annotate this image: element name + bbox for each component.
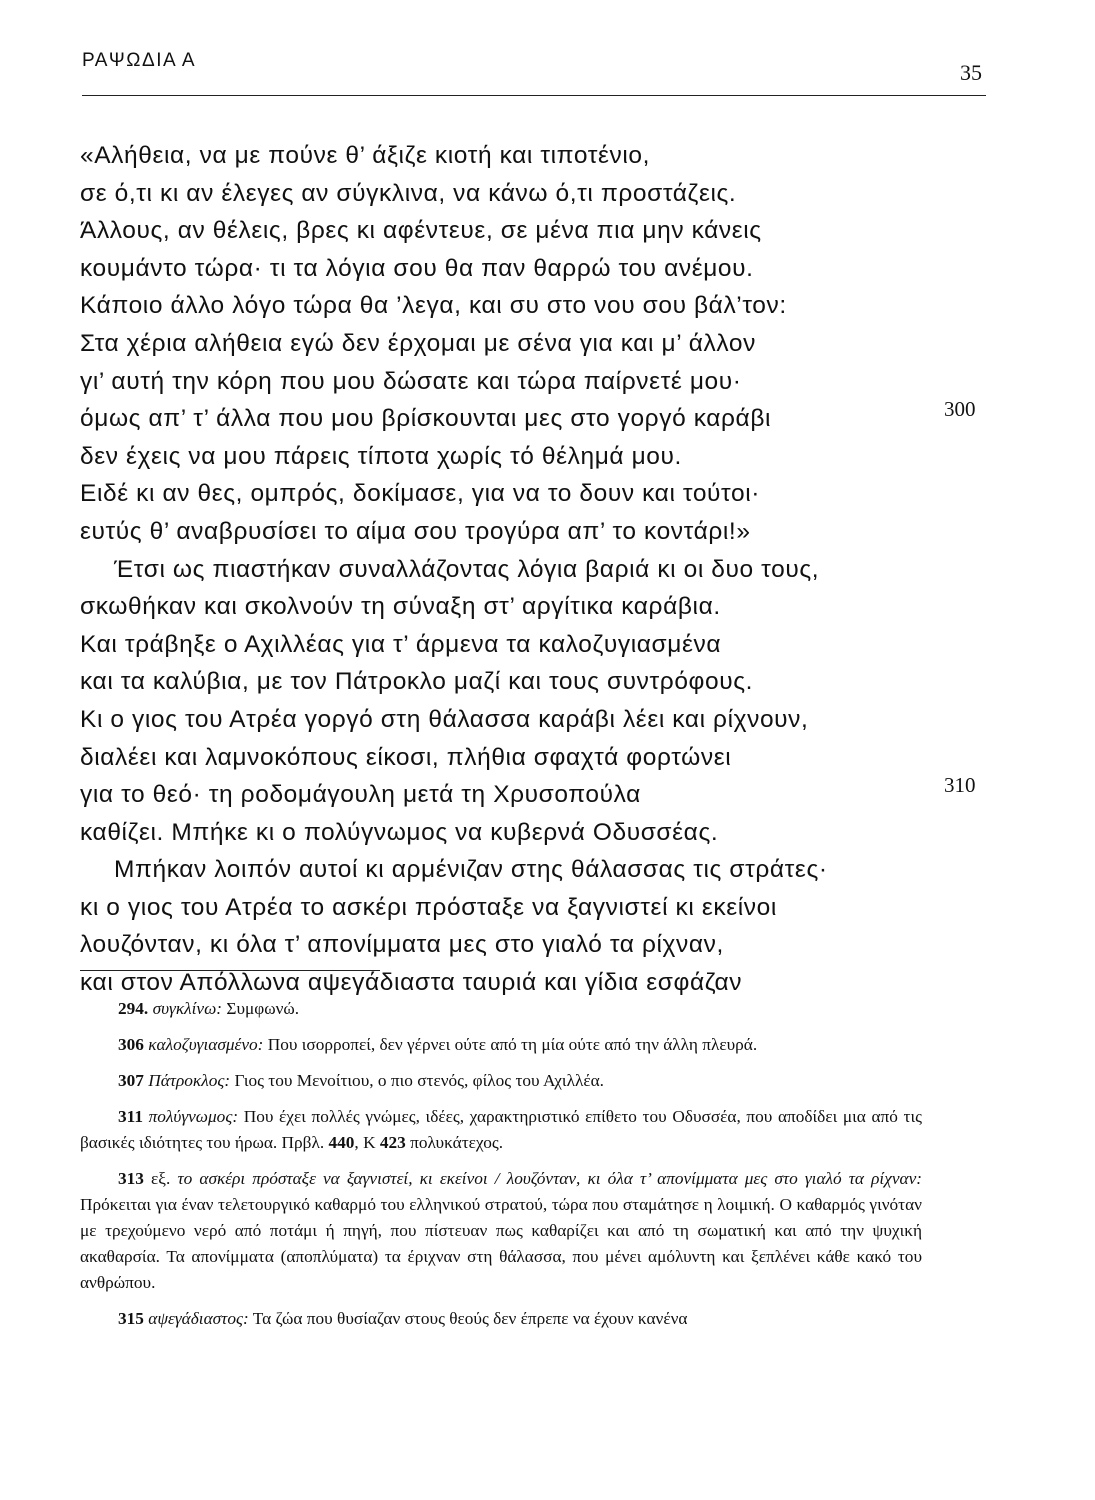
footnote-rule bbox=[80, 970, 380, 971]
verse-line: σκωθήκαν και σκολνούν τη σύναξη στ’ αργίτικα καράβια. bbox=[80, 593, 721, 621]
footnote-text: Που έχει πολλές γνώμες, ιδέες, χαρακτηριστικό επίθετο του Οδυσσέα, που αποδίδει μια από τις βασικές ιδιότητες του ήρωα. Πρβλ. bbox=[80, 1107, 922, 1152]
footnote-term: το ασκέρι πρόσταξε να ξαγνιστεί, κι εκείνοι / λουζόνταν, κι όλα τ’ απονίμματα μες στο γιαλό τα ρίχναν: bbox=[177, 1169, 922, 1188]
footnote-term: καλοζυγιασμένο: bbox=[148, 1035, 264, 1054]
footnote-311 bbox=[80, 1104, 922, 1156]
verse-line: Μπήκαν λοιπόν αυτοί κι αρμένιζαν στης θάλασσας τις στράτες· bbox=[114, 856, 828, 884]
verse-line: Κι ο γιος του Ατρέα γοργό στη θάλασσα καράβι λέει και ρίχνουν, bbox=[80, 705, 809, 733]
footnote-313 bbox=[80, 1166, 922, 1296]
verse-line: διαλέει και λαμνοκόπους είκοσι, πλήθια σφαχτά φορτώνει bbox=[80, 743, 732, 771]
footnote-315 bbox=[80, 1306, 922, 1332]
verse-line: «Αλήθεια, να με πούνε θ’ άξιζε κιοτή και τιποτένιο, bbox=[80, 142, 651, 169]
verse-line: Άλλους, αν θέλεις, βρες κι αφέντευε, σε μένα πια μην κάνεις bbox=[80, 217, 762, 245]
verse-line: Και τράβηξε ο Αχιλλέας για τ’ άρμενα τα καλοζυγιασμένα bbox=[80, 630, 722, 658]
verse-line: κι ο γιος του Ατρέα το ασκέρι πρόσταξε να ξαγνιστεί κι εκείνοι bbox=[80, 893, 777, 921]
verse-line: ευτύς θ’ αναβρυσίσει το αίμα σου τρογύρα απ’ το κοντάρι!» bbox=[80, 517, 751, 545]
verse-line: λουζόνταν, κι όλα τ’ απονίμματα μες στο γιαλό τα ρίχναν, bbox=[80, 931, 724, 959]
verse-line: για το θεό· τη ροδομάγουλη μετά τη Χρυσοπούλα bbox=[80, 781, 641, 809]
running-head: ΡΑΨΩΔΙΑ Α bbox=[82, 50, 197, 71]
footnote-number: 311 bbox=[118, 1107, 143, 1126]
footnote-text: , Κ bbox=[354, 1133, 376, 1152]
footnote-text: πολυκάτεχος. bbox=[410, 1133, 504, 1152]
verse-line: και τα καλύβια, με τον Πάτροκλο μαζί και τους συντρόφους. bbox=[80, 668, 754, 696]
verse-line: Ειδέ κι αν θες, ομπρός, δοκίμασε, για να το δουν και τούτοι· bbox=[80, 480, 761, 508]
footnote-number: 315 bbox=[118, 1309, 144, 1328]
line-number-310: 310 bbox=[944, 773, 976, 797]
footnote-number: 313 bbox=[118, 1169, 144, 1188]
footnote-294 bbox=[80, 996, 922, 1022]
verse-line: καθίζει. Μπήκε κι ο πολύγνωμος να κυβερνά Οδυσσέας. bbox=[80, 818, 719, 846]
poem-text bbox=[80, 137, 910, 1002]
footnote-307 bbox=[80, 1068, 922, 1094]
page-number: 35 bbox=[960, 60, 982, 85]
verse-line: Έτσι ως πιαστήκαν συναλλάζοντας λόγια βαριά κι οι δυο τους, bbox=[114, 555, 820, 583]
verse-line: γι’ αυτή την κόρη που μου δώσατε και τώρα παίρνετέ μου· bbox=[80, 367, 742, 395]
page-header bbox=[82, 44, 986, 92]
verse-line: Κάποιο άλλο λόγο τώρα θα ’λεγα, και συ στο νου σου βάλ’τον: bbox=[80, 292, 787, 320]
verse-line: όμως απ’ τ’ άλλα που μου βρίσκουνται μες στο γοργό καράβι bbox=[80, 405, 772, 433]
footnote-text: Τα ζώα που θυσίαζαν στους θεούς δεν έπρεπε να έχουν κανένα bbox=[252, 1309, 688, 1328]
footnote-number: 307 bbox=[118, 1071, 144, 1090]
verse-line: Στα χέρια αλήθεια εγώ δεν έρχομαι με σένα για και μ’ άλλον bbox=[80, 329, 756, 357]
footnote-reference: 440 bbox=[328, 1133, 355, 1152]
footnote-term: συγκλίνω: bbox=[152, 999, 223, 1018]
footnotes bbox=[80, 996, 922, 1342]
footnote-text: Πρόκειται για έναν τελετουργικό καθαρμό του ελληνικού στρατού, τώρα που σταμάτησε η λοιμική. Ο καθαρμός γινόταν με τρεχούμενο νερό από ποτάμι ή πηγή, που πίστευαν πως καθαρίζει και από τη σωματική και από την ψυχική ακαθαρσία. Τα απονίμματα (αποπλύματα) τα έριχναν στη θάλασσα, που μένει αμόλυντη και ξεπλένει κάθε κακό του ανθρώπου. bbox=[80, 1195, 922, 1292]
footnote-text: Γιος του Μενοίτιου, ο πιο στενός, φίλος του Αχιλλέα. bbox=[234, 1071, 604, 1090]
footnote-term: Πάτροκλος: bbox=[148, 1071, 231, 1090]
footnote-reference: 423 bbox=[379, 1133, 406, 1152]
footnote-term: αψεγάδιαστος: bbox=[148, 1309, 249, 1328]
footnote-number: 294. bbox=[118, 999, 149, 1018]
footnote-term: πολύγνωμος: bbox=[148, 1107, 239, 1126]
footnote-number: 306 bbox=[118, 1035, 144, 1054]
footnote-prefix: εξ. bbox=[151, 1169, 171, 1188]
verse-line: κουμάντο τώρα· τι τα λόγια σου θα παν θαρρώ του ανέμου. bbox=[80, 254, 754, 282]
footnote-text: Που ισορροπεί, δεν γέρνει ούτε από τη μία ούτε από την άλλη πλευρά. bbox=[267, 1035, 758, 1054]
line-number-300: 300 bbox=[944, 397, 976, 421]
footnote-text: Συμφωνώ. bbox=[226, 999, 300, 1018]
verse-line: δεν έχεις να μου πάρεις τίποτα χωρίς τό θέλημά μου. bbox=[80, 442, 682, 470]
footnote-306 bbox=[80, 1032, 922, 1058]
header-rule bbox=[82, 95, 986, 96]
verse-line: σε ό,τι κι αν έλεγες αν σύγκλινα, να κάνω ό,τι προστάζεις. bbox=[80, 179, 737, 207]
verse-line: και στον Απόλλωνα αψεγάδιαστα ταυριά και γίδια εσφάζαν bbox=[80, 969, 743, 997]
